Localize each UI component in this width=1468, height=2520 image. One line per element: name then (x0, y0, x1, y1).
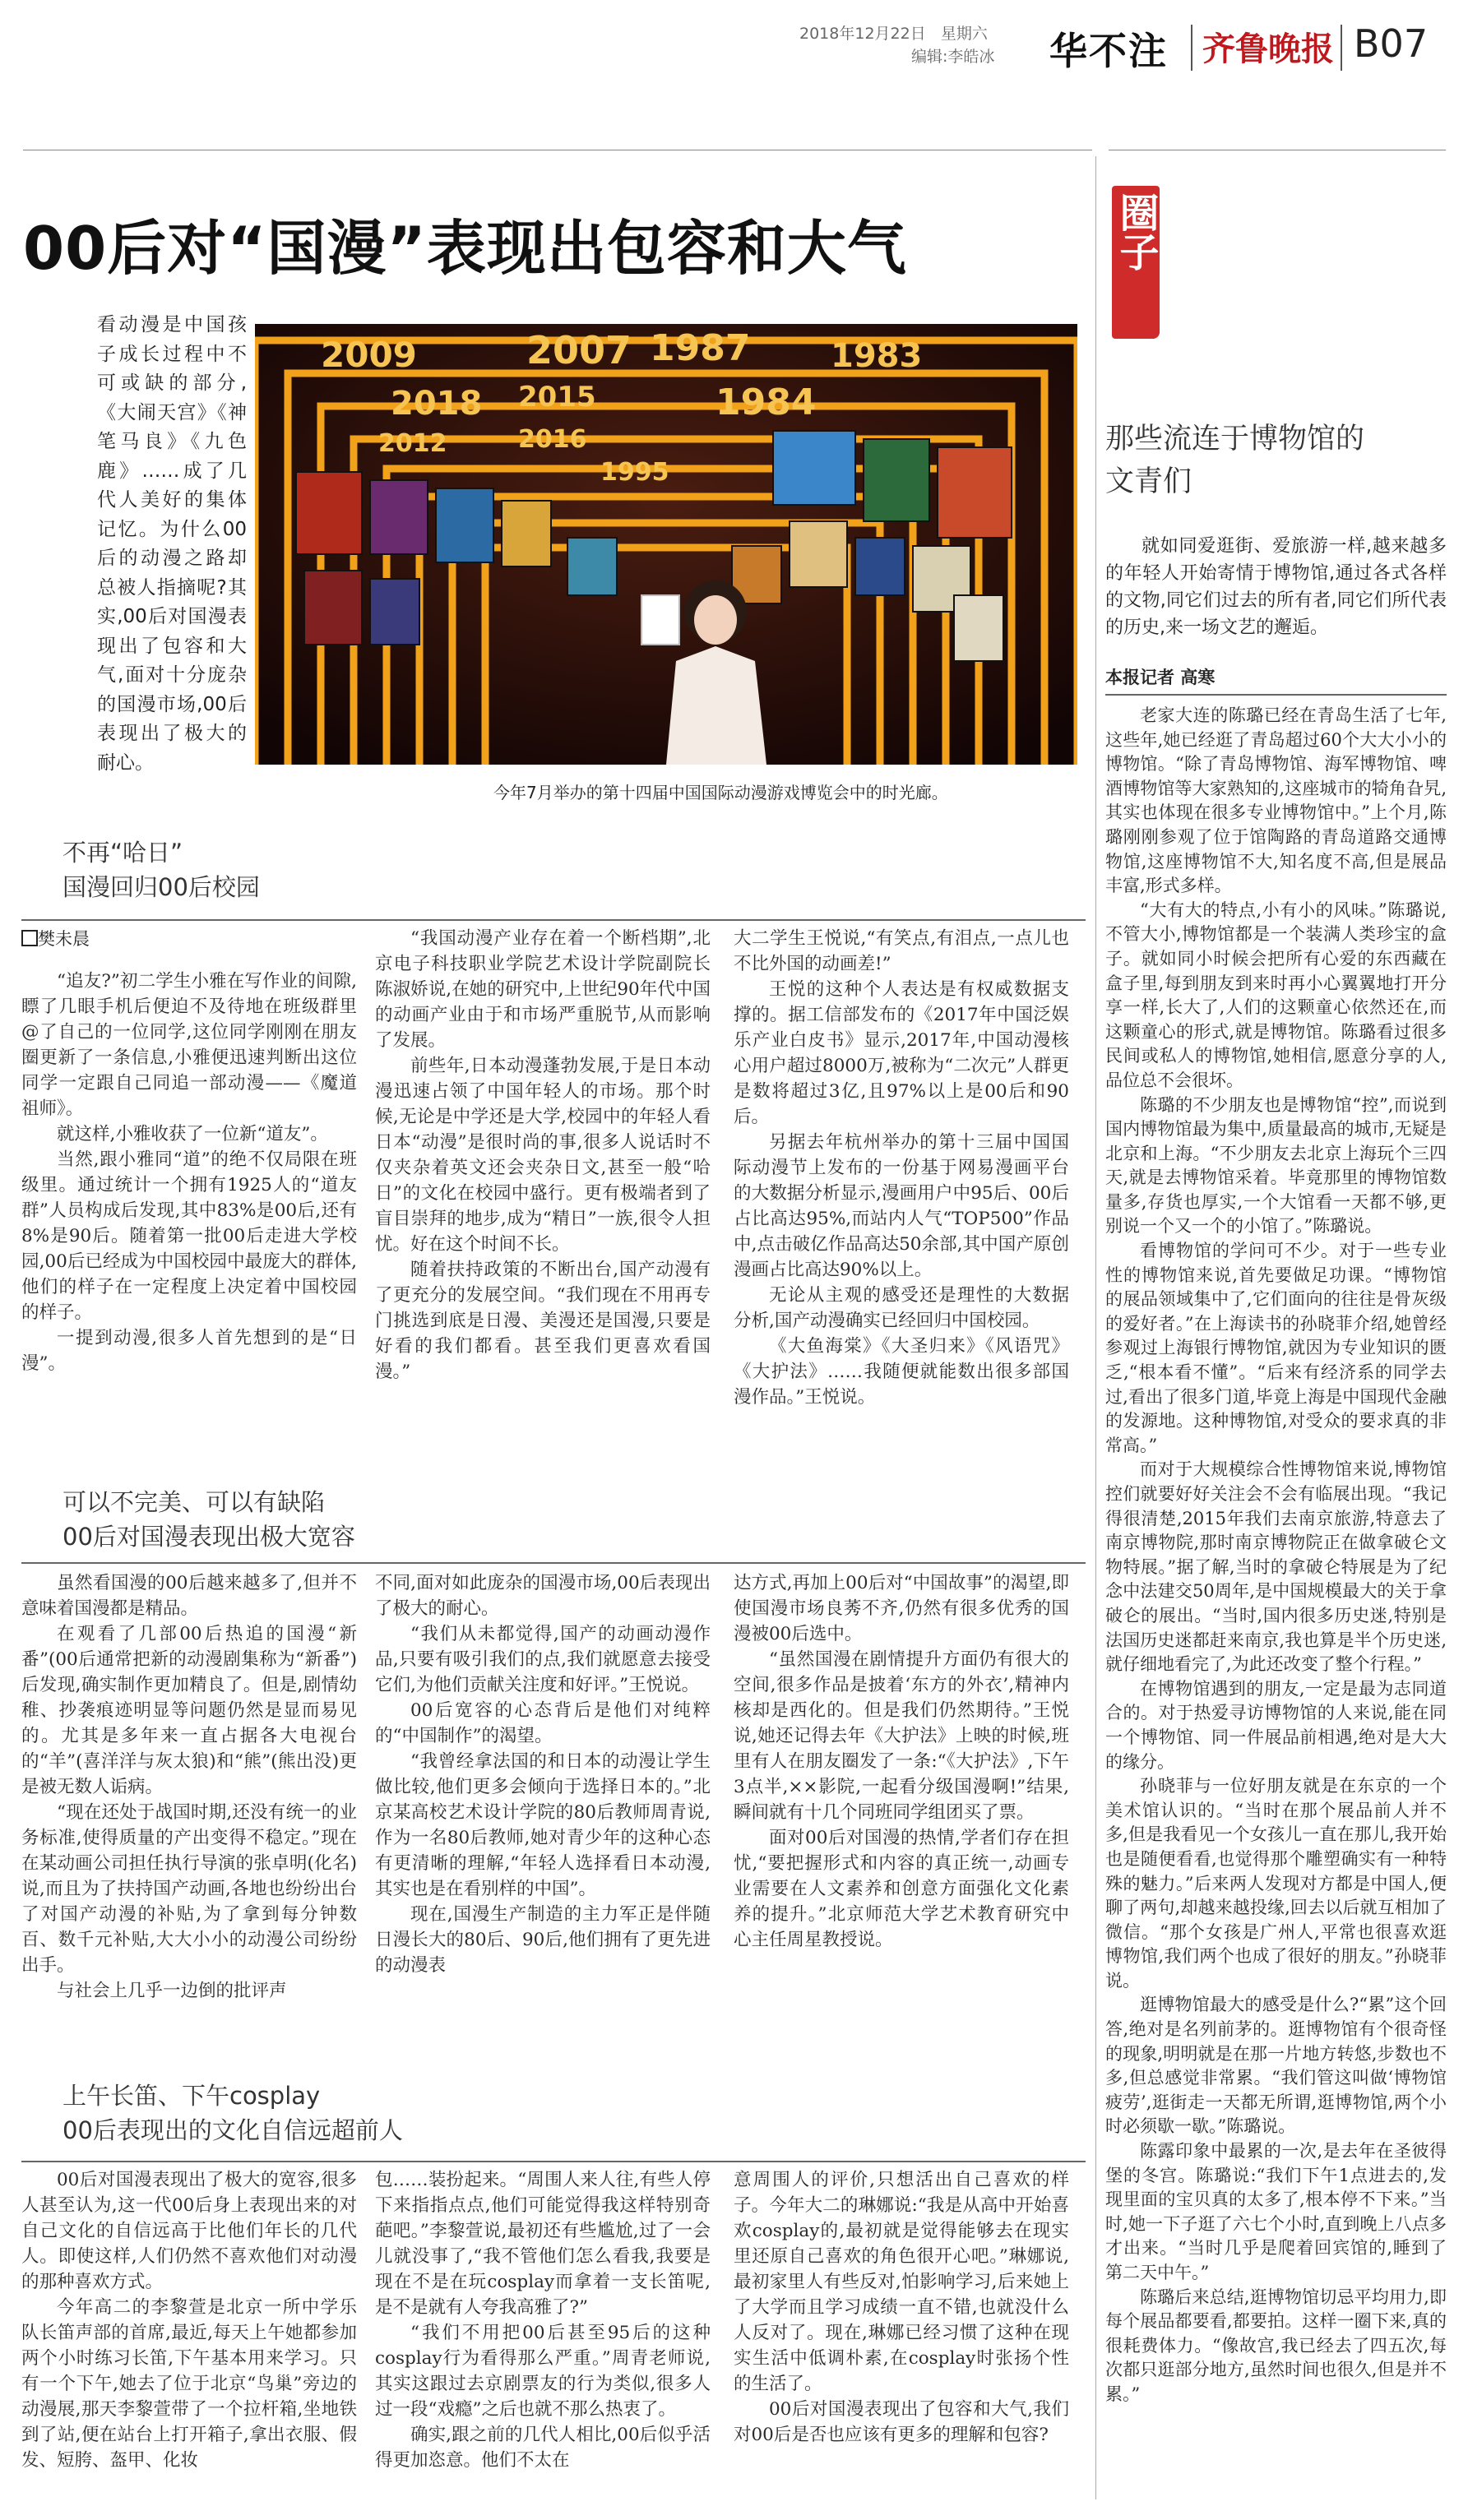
paragraph: 陈璐后来总结,逛博物馆切忌平均用力,即每个展品都要看,都要拍。这样一圈下来,真的很耗费体力。“像故宫,我已经去了四五次,每次都只逛部分地方,虽然时间也很久,但是并不累。” (1105, 2286, 1447, 2404)
paragraph: 一提到动漫,很多人首先想到的是“日漫”。 (21, 1328, 357, 1374)
section1-rule (21, 919, 1086, 921)
header-divider (1191, 25, 1192, 71)
section2-column-3 (734, 1570, 1069, 1953)
section2-subhead-2: 00后对国漫表现出极大宽容 (63, 1523, 355, 1551)
side-rule (1105, 694, 1447, 696)
section2-rule (21, 1562, 1086, 1564)
exhibition-photo (255, 324, 1077, 765)
paragraph: 而对于大规模综合性博物馆来说,博物馆控们就要好好关注会不会有临展出现。“我记得很清楚,2015年我们去南京旅游,特意去了南京博物院,那时南京博物院正在做拿破仑文物特展。”据了解,当时的拿破仑特展是为了纪念中法建交50周年,是中国规模最大的关于拿破仑的展出。“当时,国内很多历史迷,特别是法国历史迷都赶来南京,我也算是半个历史迷,就仔细地看完了,为此还改变了整个行程。” (1105, 1459, 1447, 1675)
paragraph: 当然,跟小雅同“道”的绝不仅局限在班级里。通过统计一个拥有1925人的“道友群”人员构成后发现,其中83%是00后,还有8%是90后。随着第一批00后走进大学校园,00后已经成为中国校园中最庞大的群体,他们的样子在一定程度上决定着中国校园的样子。 (21, 1149, 357, 1323)
paragraph: “我们不用把00后甚至95后的这种cosplay行为看得那么严重。”周青老师说,其实这跟过去京剧票友的行为类似,很多人过一段“戏瘾”之后也就不那么热衷了。 (375, 2323, 711, 2420)
paragraph: 意周围人的评价,只想活出自己喜欢的样子。今年大二的琳娜说:“我是从高中开始喜欢cosplay的,最初就是觉得能够去在现实里还原自己喜欢的角色很开心吧。”琳娜说,最初家里人有些反对,怕影响学习,后来她上了大学而且学习成绩一直不错,也就没什么人反对了。现在,琳娜已经习惯了这种在现实生活中低调朴素,在cosplay时张扬个性的生活了。 (734, 2170, 1069, 2394)
paragraph: 00后宽容的心态背后是他们对纯粹的“中国制作”的渴望。 (375, 1700, 711, 1746)
paragraph: 今年高二的李黎萱是北京一所中学乐队长笛声部的首席,最近,每天上午她都参加两个小时练习长笛,下午基本用来学习。只有一个下午,她去了位于北京“鸟巢”旁边的动漫展,那天李黎萱带了一个拉杆箱,坐地铁到了站,便在站台上打开箱子,拿出衣服、假发、短胯、盔甲、化妆 (21, 2297, 357, 2471)
header-editor: 编辑:李皓冰 (911, 48, 995, 66)
paragraph: 现在,国漫生产制造的主力军正是伴随日漫长大的80后、90后,他们拥有了更先进的动漫表 (375, 1904, 711, 1976)
paragraph: 前些年,日本动漫蓬勃发展,于是日本动漫迅速占领了中国年轻人的市场。那个时候,无论是中学还是大学,校园中的年轻人看日本“动漫”是很时尚的事,很多人说话时不仅夹杂着英文还会夹杂日文,甚至一般“哈日”的文化在校园中盛行。更有极端者到了盲目崇拜的地步,成为“精日”一族,很令人担忧。好在这个时间不长。 (375, 1056, 711, 1255)
paragraph: “我国动漫产业存在着一个断档期”,北京电子科技职业学院艺术设计学院副院长陈淑娇说,在她的研究中,上世纪90年代中国的动画产业由于和市场严重脱节,从而影响了发展。 (375, 928, 711, 1051)
section3-column-2 (375, 2167, 711, 2473)
photo-year: 2007 (526, 328, 632, 372)
section1-column-2 (375, 926, 711, 1385)
paragraph: 00后对国漫表现出了极大的宽容,很多人甚至认为,这一代00后身上表现出来的对自己文化的自信远高于比他们年长的几代人。即使这样,人们仍然不喜欢他们对动漫的那种喜欢方式。 (21, 2170, 357, 2292)
section1-column-3 (734, 926, 1069, 1410)
photo-year: 1983 (831, 337, 923, 375)
paragraph: 虽然看国漫的00后越来越多了,但并不意味着国漫都是精品。 (21, 1573, 357, 1619)
paragraph: 达方式,再加上00后对“中国故事”的渴望,即使国漫市场良莠不齐,仍然有很多优秀的国漫被00后选中。 (734, 1573, 1069, 1644)
paragraph: 包……装扮起来。“周围人来人往,有些人停下来指指点点,他们可能觉得我这样特别奇葩吧。”李黎萱说,最初还有些尴尬,过了一会儿就没事了,“我不管他们怎么看我,我要是现在不是在玩cosplay而拿着一支长笛呢,是不是就有人夸我高雅了?” (375, 2170, 711, 2318)
paragraph: 就这样,小雅收获了一位新“道友”。 (57, 1124, 328, 1144)
paragraph: 大二学生王悦说,“有笑点,有泪点,一点儿也不比外国的动画差!” (734, 928, 1069, 974)
side-divider (1095, 156, 1096, 2499)
side-headline-line1: 那些流连于博物馆的 (1105, 423, 1365, 455)
paragraph: 在观看了几部00后热追的国漫“新番”(00后通常把新的动漫剧集称为“新番”)后发现,确实制作更加精良了。但是,剧情幼稚、抄袭痕迹明显等问题仍然是显而易见的。尤其是多年来一直占据各大电视台的“羊”(喜洋洋与灰太狼)和“熊”(熊出没)更是被无数人诟病。 (21, 1624, 357, 1797)
paragraph: 另据去年杭州举办的第十三届中国国际动漫节上发布的一份基于网易漫画平台的大数据分析显示,漫画用户中95后、00后占比高达95%,而站内人气“TOP500”作品中,点击破亿作品高达50余部,其中国产原创漫画占比高达90%以上。 (734, 1132, 1069, 1280)
page-number: B07 (1354, 21, 1429, 66)
paragraph: 与社会上几乎一边倒的批评声 (57, 1981, 287, 2001)
section1-column-1 (21, 969, 357, 1376)
paragraph: 孙晓菲与一位好朋友就是在东京的一个美术馆认识的。“当时在那个展品前人并不多,但是我看见一个女孩儿一直在那儿,我开始也是随便看看,也觉得那个雕塑确实有一种特殊的魅力。”后来两人发现对方都是中国人,便聊了两句,却越来越投缘,回去以后就互相加了微信。“那个女孩是广州人,平常也很喜欢逛博物馆,我们两个也成了很好的朋友。”孙晓菲说。 (1105, 1776, 1447, 1991)
paragraph: “虽然国漫在剧情提升方面仍有很大的空间,很多作品是披着‘东方的外衣’,精神内核却是西化的。但是我们仍然期待。”王悦说,她还记得去年《大护法》上映的时候,班里有人在朋友圈发了一条:“《大护法》,下午3点半,××影院,一起看分级国漫啊!”结果,瞬间就有十几个同班同学组团买了票。 (734, 1649, 1069, 1823)
section2-column-1 (21, 1570, 357, 2004)
paper-logo: 齐鲁晚报 (1202, 30, 1334, 68)
section3-column-1 (21, 2167, 357, 2473)
photo-year: 1995 (600, 458, 669, 487)
section3-column-3 (734, 2167, 1069, 2448)
photo-year: 2016 (518, 425, 587, 454)
paragraph: 《大鱼海棠》《大圣归来》《风语咒》《大护法》……我随便就能数出很多部国漫作品。”王悦说。 (734, 1336, 1069, 1408)
section2-subhead-1: 可以不完美、可以有缺陷 (63, 1488, 326, 1516)
byline-box-icon (21, 930, 38, 946)
side-intro: 就如同爱逛街、爱旅游一样,越来越多的年轻人开始寄情于博物馆,通过各式各样的文物,同它们过去的所有者,同它们所代表的历史,来一场文艺的邂逅。 (1105, 536, 1447, 638)
intro-text: 看动漫是中国孩子成长过程中不可或缺的部分,《大闹天宫》《神笔马良》《九色鹿》……成了几代人美好的集体记忆。为什么00后的动漫之路却总被人指摘呢?其实,00后对国漫表现出了包容和大气,面对十分庞杂的国漫市场,00后表现出了极大的耐心。 (97, 314, 247, 774)
paragraph: 陈露印象中最累的一次,是去年在圣彼得堡的冬宫。陈璐说:“我们下午1点进去的,发现里面的宝贝真的太多了,根本停不下来。”当时,她一下子逛了六七个小时,直到晚上八点多才出来。“当时几乎是爬着回宾馆的,睡到了第二天中午。” (1105, 2141, 1447, 2282)
side-headline-line2: 文青们 (1105, 465, 1192, 498)
photo-year: 2015 (518, 381, 596, 414)
section1-subhead-2: 国漫回归00后校园 (63, 873, 260, 901)
side-headline (1105, 418, 1364, 503)
header-divider-2 (1341, 25, 1342, 71)
paragraph: 00后对国漫表现出了包容和大气,我们对00后是否也应该有更多的理解和包容? (734, 2399, 1069, 2445)
paragraph: “追友?”初二学生小雅在写作业的间隙,瞟了几眼手机后便迫不及待地在班级群里@了自己的一位同学,这位同学刚刚在朋友圈更新了一条信息,小雅便迅速判断出这位同学一定跟自己同追一部动漫——《魔道祖师》。 (21, 971, 357, 1119)
photo-year: 2018 (391, 385, 483, 423)
paragraph: 不同,面对如此庞杂的国漫市场,00后表现出了极大的耐心。 (375, 1573, 711, 1619)
page-title: 00后对“国漫”表现出包容和大气 (23, 214, 907, 283)
section1-subhead-1: 不再“哈日” (63, 839, 183, 867)
section3-subhead-2: 00后表现出的文化自信远超前人 (63, 2116, 403, 2144)
paragraph: “我曾经拿法国的和日本的动漫让学生做比较,他们更多会倾向于选择日本的。”北京某高校艺术设计学院的80后教师周青说,作为一名80后教师,她对青少年的这种心态有更清晰的理解,“年轻人选择看日本动漫,其实也是在看别样的中国”。 (375, 1751, 711, 1899)
byline: 樊未晨 (21, 926, 90, 950)
paragraph: 确实,跟之前的几代人相比,00后似乎活得更加恣意。他们不太在 (375, 2425, 711, 2471)
paragraph: 无论从主观的感受还是理性的大数据分析,国产动漫确实已经回归中国校园。 (734, 1285, 1069, 1331)
header-date: 2018年12月22日 (799, 25, 926, 43)
paragraph: 老家大连的陈璐已经在青岛生活了七年,这些年,她已经逛了青岛超过60个大大小小的博物馆。“除了青岛博物馆、海军博物馆、啤酒博物馆等大家熟知的,这座城市的犄角旮旯,其实也体现在很多专业博物馆中。”上个月,陈璐刚刚参观了位于馆陶路的青岛道路交通博物馆,这座博物馆不大,知名度不高,但是展品丰富,形式多样。 (1105, 705, 1447, 896)
section2-column-2 (375, 1570, 711, 1978)
paragraph: “大有大的特点,小有小的风味。”陈璐说,不管大小,博物馆都是一个装满人类珍宝的盒子。就如同小时候会把所有心爱的东西藏在盒子里,每到朋友到来时再小心翼翼地打开分享一样,长大了,人们的这颗童心依然还在,而这颗童心的形式,就是博物馆。陈璐看过很多民间或私人的博物馆,她相信,愿意分享的人,品位总不会很坏。 (1105, 899, 1447, 1090)
side-badge (1112, 186, 1160, 339)
section-title: 华不注 (1049, 29, 1168, 73)
paragraph: 在博物馆遇到的朋友,一定是最为志同道合的。对于热爱寻访博物馆的人来说,能在同一个博物馆、同一件展品前相遇,绝对是大大的缘分。 (1105, 1678, 1447, 1772)
photo-year: 1987 (650, 327, 751, 369)
section3-subhead-1: 上午长笛、下午cosplay (63, 2082, 321, 2110)
side-body (1105, 704, 1447, 2407)
side-badge-text: 圈子 (1113, 192, 1159, 271)
paragraph: 看博物馆的学问可不少。对于一些专业性的博物馆来说,首先要做足功课。“博物馆的展品领域集中了,它们面向的往往是骨灰级的爱好者。”在上海读书的孙晓菲介绍,她曾经参观过上海银行博物馆,就因为专业知识的匮乏,“根本看不懂”。“后来有经济系的同学去过,看出了很多门道,毕竟上海是中国现代金融的发源地。这种博物馆,对受众的要求真的非常高。” (1105, 1241, 1447, 1455)
paragraph: 王悦的这种个人表达是有权威数据支撑的。据工信部发布的《2017年中国泛娱乐产业白皮书》显示,2017年,中国动漫核心用户超过8000万,被称为“二次元”人群更是数将超过3亿,且97%以上是00后和90后。 (734, 979, 1069, 1127)
photo-year: 2009 (321, 335, 417, 375)
paragraph: “现在还处于战国时期,还没有统一的业务标准,使得质量的产出变得不稳定。”现在在某动画公司担任执行导演的张卓明(化名)说,而且为了扶持国产动画,各地也纷纷出台了对国产动漫的补贴,为了拿到每分钟数百、数千元补贴,大大小小的动漫公司纷纷出手。 (21, 1802, 357, 1976)
photo-caption: 今年7月举办的第十四届中国国际动漫游戏博览会中的时光廊。 (493, 783, 948, 802)
paragraph: 逛博物馆最大的感受是什么?“累”这个回答,绝对是名列前茅的。逛博物馆有个很奇怪的现象,明明就是在那一片地方转悠,步数也不多,但总感觉非常累。“我们管这叫做‘博物馆疲劳’,逛街走一天都无所谓,逛博物馆,两个小时必须歇一歇。”陈璐说。 (1105, 1995, 1447, 2137)
paragraph: 随着扶持政策的不断出台,国产动漫有了更充分的发展空间。“我们现在不用再专门挑选到底是日漫、美漫还是国漫,只要是好看的我们都看。甚至我们更喜欢看国漫。” (375, 1260, 711, 1382)
header-weekday: 星期六 (940, 25, 988, 43)
photo-year: 2012 (378, 429, 447, 458)
photo-year: 1984 (715, 381, 817, 423)
paragraph: 面对00后对国漫的热情,学者们存在担忧,“要把握形式和内容的真正统一,动画专业需要在人文素养和创意方面强化文化素养的提升。”北京师范大学艺术教育研究中心主任周星教授说。 (734, 1828, 1069, 1950)
side-byline: 本报记者 高寒 (1105, 668, 1216, 687)
section3-rule (21, 2161, 1086, 2162)
paragraph: 陈璐的不少朋友也是博物馆“控”,而说到国内博物馆最为集中,质量最高的城市,无疑是北京和上海。“不少朋友去北京上海玩个三四天,就是去博物馆采着。毕竟那里的博物馆数量多,存货也厚实,一个大馆看一天都不够,更别说一个又一个的小馆了。”陈璐说。 (1105, 1094, 1447, 1237)
paragraph: “我们从未都觉得,国产的动画动漫作品,只要有吸引我们的点,我们就愿意去接受它们,为他们贡献关注度和好评。”王悦说。 (375, 1624, 711, 1695)
